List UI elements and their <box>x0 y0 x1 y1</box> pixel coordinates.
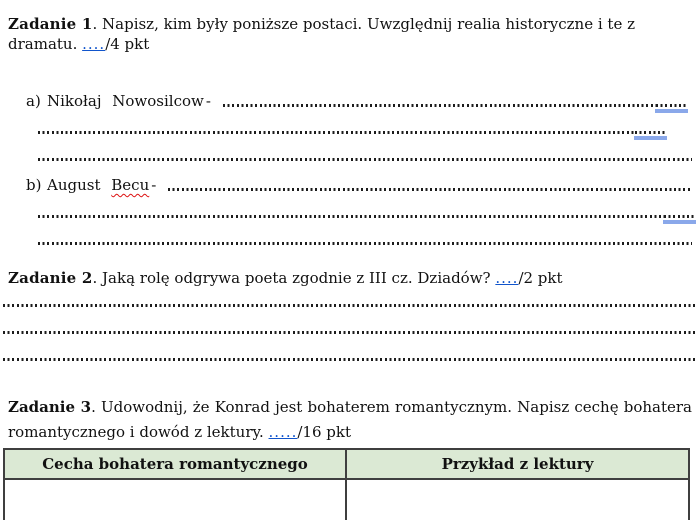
suggestion-highlight <box>656 104 687 107</box>
answer-line[interactable] <box>38 199 695 226</box>
task1-score-blank-link[interactable]: .... <box>82 35 106 53</box>
task2-score-suffix: /2 pkt <box>518 269 563 287</box>
answer-blank-dots[interactable] <box>3 358 697 361</box>
task3-heading-text-line2: romantycznego i dowód z lektury. <box>8 423 269 441</box>
table-row <box>4 479 689 520</box>
item-b-label: b) <box>26 176 42 194</box>
task3-score-suffix: /16 pkt <box>297 423 352 441</box>
answer-blank-dots[interactable] <box>38 131 635 134</box>
task1-heading-label: Zadanie 1 <box>8 15 93 33</box>
answer-blank-dots[interactable] <box>223 104 656 107</box>
table-cell-empty[interactable] <box>4 479 346 520</box>
answer-blank-dots[interactable] <box>3 331 697 334</box>
answer-blank-dots[interactable] <box>168 188 692 191</box>
answer-line[interactable] <box>38 226 692 253</box>
suggestion-highlight <box>664 215 695 218</box>
table-header-row <box>4 449 689 479</box>
task3-heading-line1 <box>8 395 692 420</box>
task1-item-b <box>26 172 692 253</box>
task2-heading-label: Zadanie 2 <box>8 269 93 287</box>
task1-heading <box>8 14 692 54</box>
suggestion-highlight <box>635 131 666 134</box>
answer-blank-dots[interactable] <box>38 215 664 218</box>
answer-blank-dots[interactable] <box>38 242 692 245</box>
task2-heading-text: . Jaką rolę odgrywa poeta zgodnie z III cz. Dziadów? <box>92 269 496 287</box>
task1-item-a <box>26 88 692 169</box>
task3-heading-label: Zadanie 3 <box>8 398 92 416</box>
task2-heading <box>8 268 692 288</box>
task1-heading-text: . Napisz, kim były poniższe postaci. Uwzględnij realia historyczne i te z dramatu. <box>8 15 636 53</box>
task3-table <box>3 448 690 520</box>
item-a-dash: - <box>205 92 211 110</box>
task3-heading-text-line1: . Udowodnij, że Konrad jest bohaterem romantycznym. Napisz cechę bohatera <box>91 398 692 416</box>
task3-score-blank-link[interactable]: ..... <box>268 423 298 441</box>
item-b-name-first: August <box>47 176 101 194</box>
item-b-dash: - <box>151 176 157 194</box>
answer-blank-dots[interactable] <box>3 304 697 307</box>
table-header-przyklad: Przykład z lektury <box>346 449 689 479</box>
table-cell-empty[interactable] <box>346 479 689 520</box>
item-a-name: Nikołaj Nowosilcow <box>47 92 204 110</box>
answer-blank-dots[interactable] <box>38 158 692 161</box>
answer-line[interactable] <box>38 142 692 169</box>
task1-item-a-line1 <box>26 88 687 115</box>
answer-line[interactable] <box>3 342 697 369</box>
answer-line[interactable] <box>38 115 666 142</box>
answer-line[interactable] <box>3 288 697 315</box>
task1-item-b-line1 <box>26 172 692 199</box>
item-b-name-misspelled: Becu <box>111 176 150 194</box>
task3-heading-line2 <box>8 420 692 445</box>
table-header-cecha: Cecha bohatera romantycznego <box>4 449 346 479</box>
answer-line[interactable] <box>3 315 697 342</box>
task2-score-blank-link[interactable]: .... <box>495 269 519 287</box>
item-a-label: a) <box>26 92 41 110</box>
task1-score-suffix: /4 pkt <box>105 35 150 53</box>
